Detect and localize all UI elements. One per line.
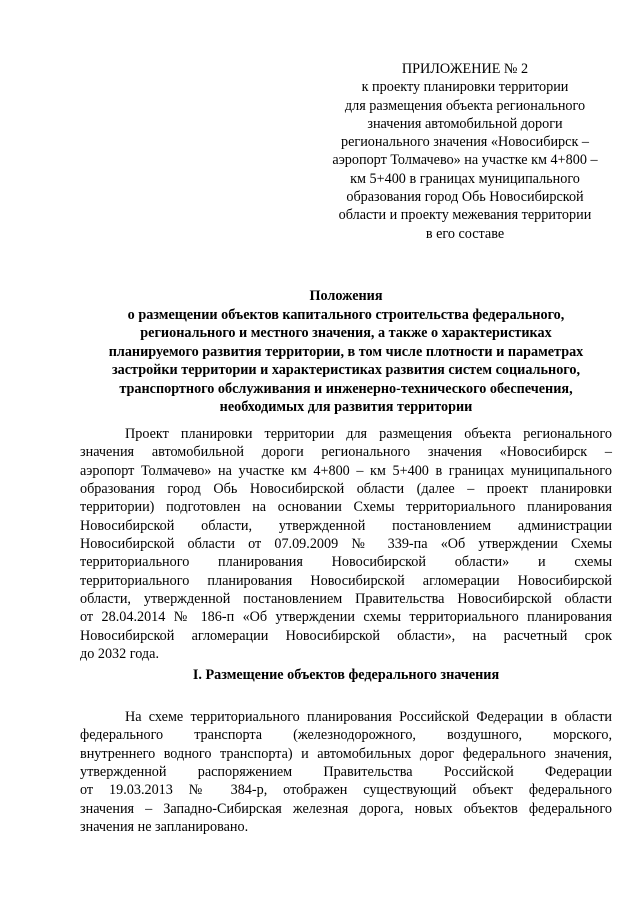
appendix-line: регионального значения «Новосибирск – bbox=[341, 134, 589, 151]
paragraph-line: до 2032 года. bbox=[80, 646, 159, 663]
title-line: застройки территории и характеристиках развития систем социального, bbox=[111, 362, 581, 378]
paragraph-line: аэропорт Толмачево» на участке км 4+800 – км 5+400 в границах муниципального bbox=[80, 462, 612, 479]
appendix-line: образования город Обь Новосибирской bbox=[346, 189, 584, 206]
title-line: Положения bbox=[309, 288, 383, 304]
paragraph-line: территории) подготовлен на основании Схемы территориального планирования bbox=[80, 499, 612, 516]
paragraph-line: утвержденной распоряжением Правительства Российской Федерации bbox=[80, 764, 612, 781]
paragraph-line: от 28.04.2014 № 186-п «Об утверждении схемы территориального планирования bbox=[80, 609, 612, 626]
paragraph-line: внутреннего водного транспорта) и автомобильных дорог федерального значения, bbox=[80, 745, 612, 762]
paragraph-line: территориального планирования Новосибирской агломерации Новосибирской bbox=[80, 572, 612, 589]
paragraph-line: значения не запланировано. bbox=[80, 819, 249, 836]
appendix-line: в его составе bbox=[425, 225, 505, 242]
appendix-header bbox=[318, 60, 612, 243]
appendix-line: для размещения объекта регионального bbox=[344, 97, 586, 114]
appendix-line: к проекту планировки территории bbox=[361, 79, 569, 96]
paragraph-line: Новосибирской области от 07.09.2009 № 339-па «Об утверждении Схемы bbox=[80, 536, 612, 553]
paragraph-line: На схеме территориального планирования Российской Федерации в области bbox=[125, 709, 612, 725]
paragraph-line: от 19.03.2013 № 384-р, отображен существующий объект федерального bbox=[80, 782, 612, 799]
title-line: необходимых для развития территории bbox=[219, 399, 473, 415]
paragraph-line: образования город Обь Новосибирской области (далее – проект планировки bbox=[80, 481, 612, 498]
appendix-line: области и проекту межевания территории bbox=[338, 207, 592, 224]
paragraph-line: территориального планирования Новосибирской области» и схемы bbox=[80, 554, 612, 571]
federal-objects-paragraph bbox=[80, 708, 612, 836]
section-heading: I. Размещение объектов федерального значения bbox=[192, 667, 500, 683]
title-line: о размещении объектов капитального строительства федерального, bbox=[127, 306, 565, 323]
appendix-line: значения автомобильной дороги bbox=[367, 115, 563, 132]
paragraph-line: значения – Западно-Сибирская железная дорога, новых объектов федерального bbox=[80, 800, 612, 817]
title-line: планируемого развития территории, в том числе плотности и параметрах bbox=[108, 343, 584, 360]
appendix-line: аэропорт Толмачево» на участке км 4+800 – bbox=[332, 152, 598, 169]
document-title bbox=[80, 287, 612, 417]
paragraph-line: Новосибирской агломерации Новосибирской области», на расчетный срок bbox=[80, 627, 612, 644]
title-line: регионального и местного значения, а также о характеристиках bbox=[140, 325, 552, 341]
title-line: транспортного обслуживания и инженерно-технического обеспечения, bbox=[119, 380, 573, 397]
appendix-line: км 5+400 в границах муниципального bbox=[350, 170, 580, 187]
appendix-line: ПРИЛОЖЕНИЕ № 2 bbox=[401, 61, 529, 77]
paragraph-line: федерального транспорта (железнодорожного, воздушного, морского, bbox=[80, 727, 612, 744]
intro-paragraph bbox=[80, 425, 612, 663]
paragraph-line: Новосибирской области, утвержденной постановлением администрации bbox=[80, 517, 612, 534]
paragraph-line: значения автомобильной дороги регионального значения «Новосибирск – bbox=[80, 444, 612, 461]
paragraph-line: Проект планировки территории для размещения объекта регионального bbox=[125, 426, 612, 442]
paragraph-line: области, утвержденной постановлением Правительства Новосибирской области bbox=[80, 591, 612, 608]
